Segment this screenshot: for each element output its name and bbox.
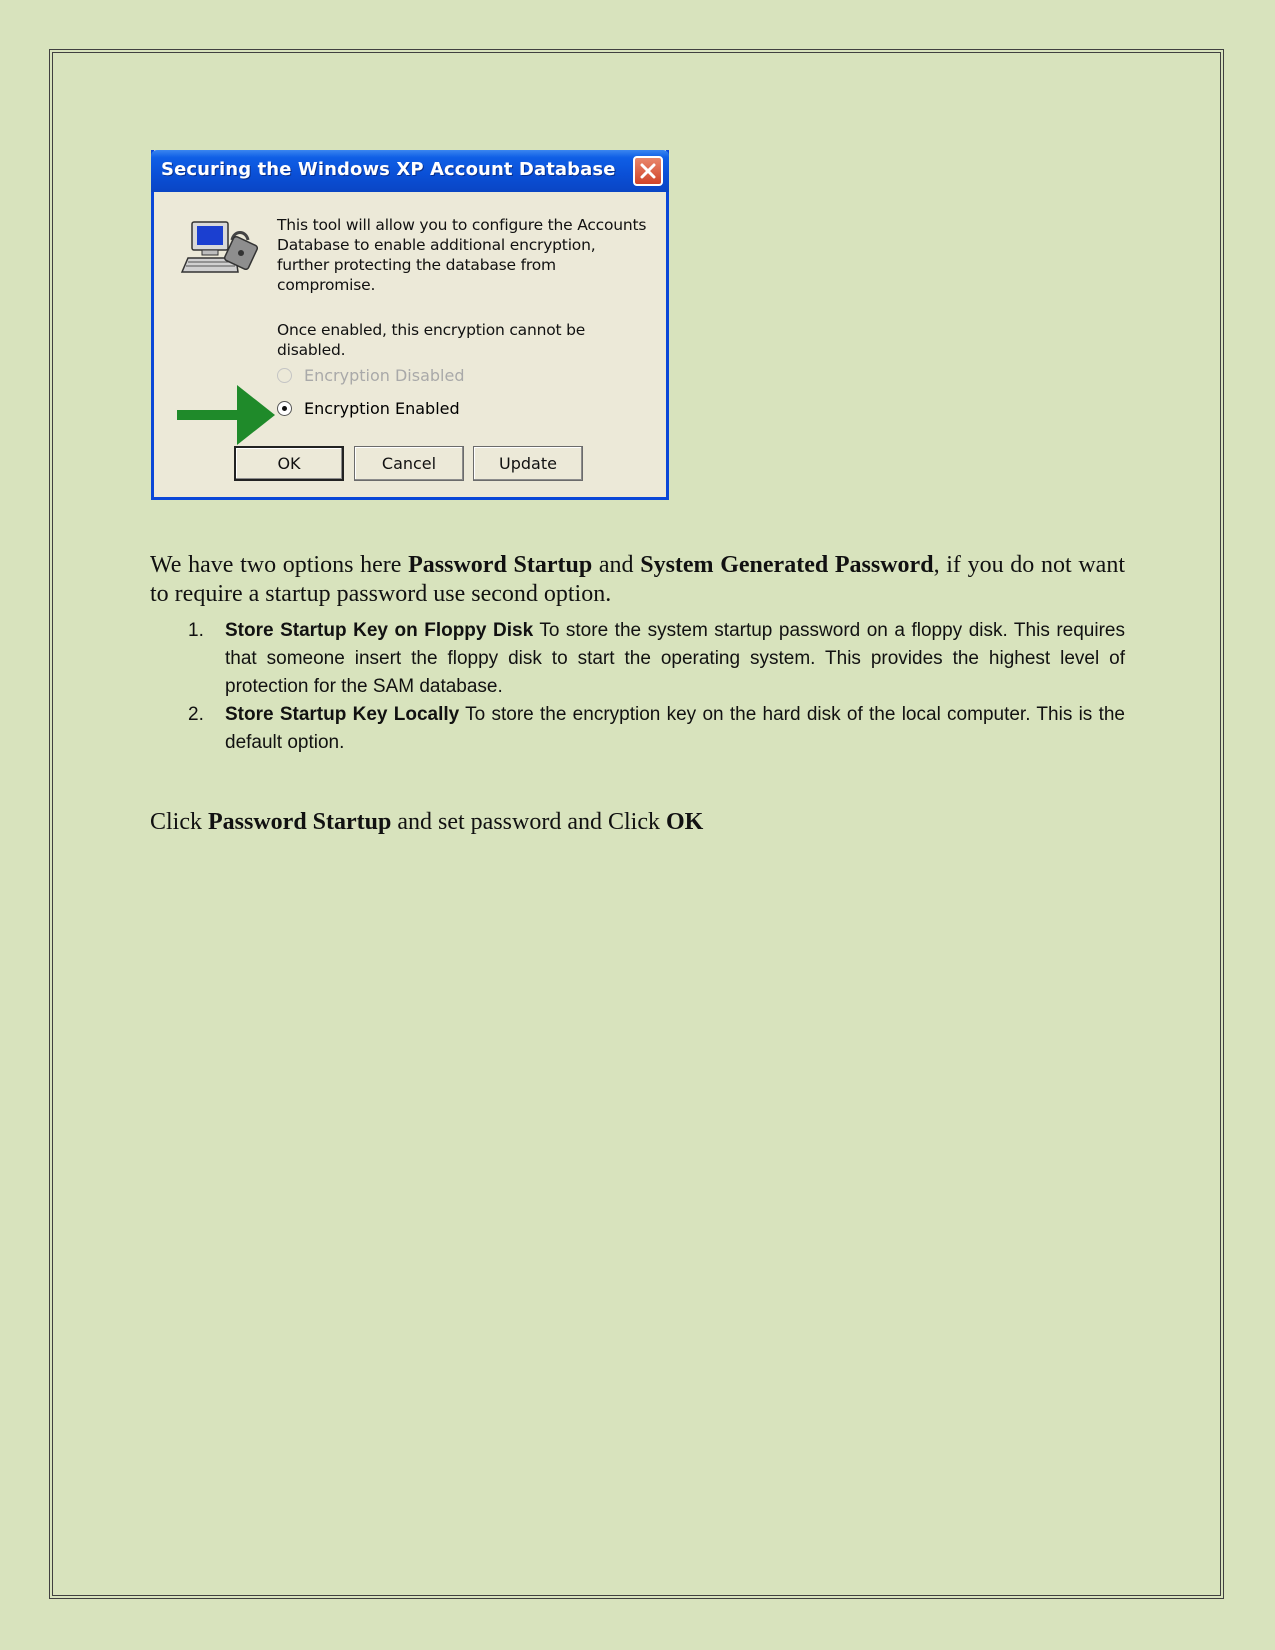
list-item-title: Store Startup Key Locally xyxy=(225,704,460,725)
list-item-text: To store the encryption key on the hard disk of the local computer. This is the default option. xyxy=(225,704,1125,753)
cancel-button[interactable]: Cancel xyxy=(354,446,464,481)
radio-label-enabled: Encryption Enabled xyxy=(304,398,460,418)
intro-bold-password-startup: Password Startup xyxy=(408,552,593,578)
options-list xyxy=(150,617,1125,757)
radio-button-checked[interactable] xyxy=(277,401,292,416)
list-item-title: Store Startup Key on Floppy Disk xyxy=(225,620,534,641)
list-item xyxy=(150,617,1125,701)
dialog-message xyxy=(277,215,647,360)
intro-text-2: and xyxy=(592,552,641,578)
radio-encryption-enabled[interactable] xyxy=(277,397,460,419)
intro-text-3: , if you do not want to require a startup password use second option. xyxy=(150,552,1125,607)
dialog-title-bar[interactable] xyxy=(151,150,669,192)
radio-encryption-disabled[interactable] xyxy=(277,364,465,386)
dialog-window xyxy=(151,150,669,500)
dialog-title: Securing the Windows XP Account Database xyxy=(161,159,616,180)
radio-label-disabled: Encryption Disabled xyxy=(304,365,465,385)
update-button[interactable]: Update xyxy=(473,446,583,481)
closing-text-2: and set password and Click xyxy=(391,809,666,835)
list-number: 2. xyxy=(188,704,204,725)
ok-button[interactable]: OK xyxy=(234,446,344,481)
closing-bold-ok: OK xyxy=(665,809,704,835)
radio-button-unchecked[interactable] xyxy=(277,368,292,383)
green-arrow-icon xyxy=(177,385,277,445)
intro-bold-system-generated: System Generated Password xyxy=(640,552,934,578)
list-number: 1. xyxy=(188,620,204,641)
intro-paragraph xyxy=(150,551,1125,609)
computer-lock-icon xyxy=(178,220,258,280)
list-item-text: To store the system startup password on a floppy disk. This requires that someone insert the floppy disk to start the operating system. This provides the highest level of protection for the SAM database. xyxy=(225,620,1125,697)
dialog-message-2: Once enabled, this encryption cannot be disabled. xyxy=(277,321,586,359)
closing-instruction xyxy=(150,808,703,837)
close-button[interactable] xyxy=(633,156,663,186)
close-icon xyxy=(640,163,656,179)
list-item xyxy=(150,701,1125,757)
dialog-message-1: This tool will allow you to configure the Accounts Database to enable additional encryption, further protecting the database from compromise. xyxy=(277,216,647,294)
closing-bold-password-startup: Password Startup xyxy=(208,809,392,835)
intro-text-1: We have two options here xyxy=(150,552,409,578)
closing-text-1: Click xyxy=(150,809,208,835)
